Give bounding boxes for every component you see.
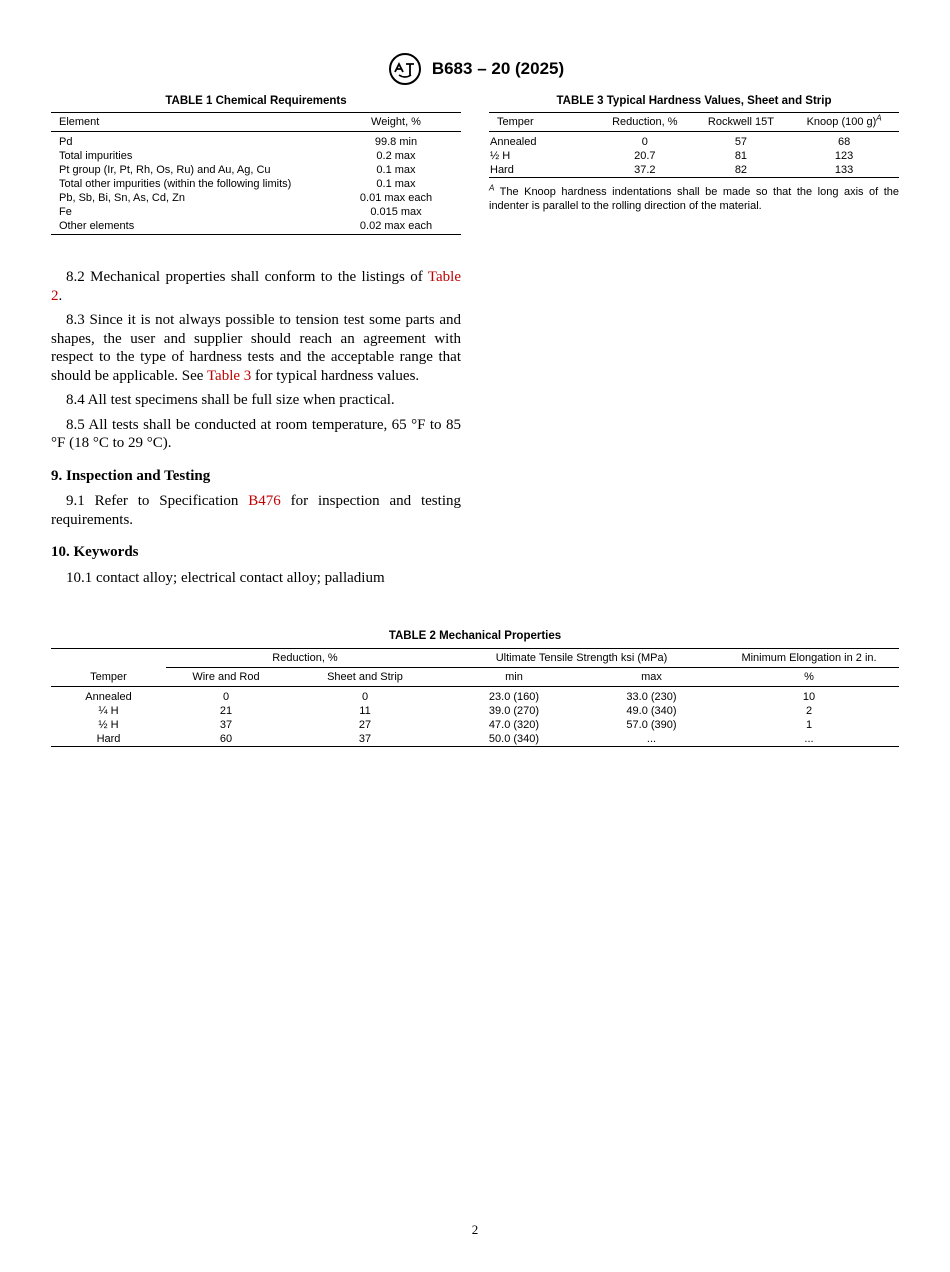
astm-logo-icon	[386, 52, 424, 86]
col-header-wire-rod: Wire and Rod	[192, 671, 260, 683]
table-3-title: TABLE 3 Typical Hardness Values, Sheet and Strip	[556, 95, 832, 107]
col-header-knoop: Knoop (100 g)$^A$	[806, 113, 882, 128]
col-header-temper: Temper	[497, 116, 534, 128]
col-header-percent: %	[804, 671, 814, 683]
table-3-footnote: $^A$ The Knoop hardness indentations shall be made so that the long axis of the indenter is parallel to the rolling direction of the material.	[489, 183, 899, 212]
b476-link[interactable]: B476	[248, 493, 281, 509]
heading-section-9: 9. Inspection and Testing	[51, 467, 211, 484]
group-header-reduction: Reduction, %	[166, 649, 444, 668]
table-row: Pb, Sb, Bi, Sn, As, Cd, Zn 0.01 max each	[59, 192, 433, 204]
table-2-link[interactable]: Table 2	[51, 269, 461, 304]
col-header-reduction: Reduction, %	[612, 116, 678, 128]
page-header	[0, 52, 950, 86]
group-header-elongation: Minimum Elongation in 2 in.	[719, 649, 899, 668]
col-header-max: max	[641, 671, 662, 683]
table-3-link[interactable]: Table 3	[206, 367, 252, 384]
table-row: Annealed 0 57 68	[490, 136, 851, 148]
table-1	[51, 95, 461, 235]
table-row: Annealed 0 0 23.0 (160) 33.0 (230) 10	[85, 691, 816, 703]
table-row: ¼ H 21 11 39.0 (270) 49.0 (340) 2	[98, 705, 813, 717]
table-2	[51, 630, 899, 747]
col-header-element: Element	[59, 116, 100, 128]
table-row: Pt group (Ir, Pt, Rh, Os, Ru) and Au, Ag, Cu 0.1 max	[59, 164, 416, 176]
table-row: Other elements 0.02 max each	[51, 219, 461, 235]
table-1-title: TABLE 1 Chemical Requirements	[165, 95, 347, 107]
table-row: Fe 0.015 max	[59, 206, 422, 218]
chemical-requirements-table	[51, 112, 461, 235]
body-column	[51, 268, 461, 593]
table-row: ½ H 37 27 47.0 (320) 57.0 (390) 1	[98, 719, 813, 731]
col-header-weight: Weight, %	[371, 116, 421, 128]
section-10-1: 10.1 contact alloy; electrical contact alloy; palladium	[66, 569, 385, 586]
table-row: Hard 60 37 50.0 (340) ... ...	[51, 732, 899, 747]
page-number: 2	[471, 1222, 479, 1237]
footnote-mark: A	[876, 113, 882, 123]
section-9-1: 9.1 Refer to Specification B476 for inspection and testing requirements.	[51, 493, 461, 528]
section-8-5: 8.5 All tests shall be conducted at room temperature, 65 °F to 85 °F (18 °C to 29 °C).	[51, 416, 461, 451]
group-header-uts: Ultimate Tensile Strength ksi (MPa)	[444, 649, 719, 668]
section-8-3: 8.3 Since it is not always possible to tension test some parts and shapes, the user and supplier should reach an agreement with respect to the type of hardness tests and the acceptable range that should be applicable. See Table 3 for typical hardness values.	[51, 312, 461, 384]
table-row: Total other impurities (within the following limits) 0.1 max	[59, 178, 416, 190]
document-designation: B683 – 20 (2025)	[431, 59, 565, 78]
mechanical-properties-table	[51, 648, 899, 747]
col-header-temper: Temper	[90, 670, 127, 683]
col-header-min: min	[505, 671, 523, 683]
heading-section-10: 10. Keywords	[51, 544, 139, 560]
hardness-values-table	[489, 112, 899, 178]
col-header-rockwell: Rockwell 15T	[707, 116, 774, 128]
section-8-2: 8.2 Mechanical properties shall conform to the listings of Table 2.	[51, 269, 461, 304]
table-row: Hard 37.2 82 133	[489, 163, 899, 178]
table-3	[489, 95, 899, 213]
table-row: Total impurities 0.2 max	[59, 150, 416, 162]
table-row: Pd 99.8 min	[59, 136, 418, 148]
table-row: ½ H 20.7 81 123	[490, 150, 854, 162]
table-2-title: TABLE 2 Mechanical Properties	[388, 630, 562, 642]
section-8-4: 8.4 All test specimens shall be full size when practical.	[66, 392, 395, 408]
col-header-sheet-strip: Sheet and Strip	[327, 671, 403, 683]
